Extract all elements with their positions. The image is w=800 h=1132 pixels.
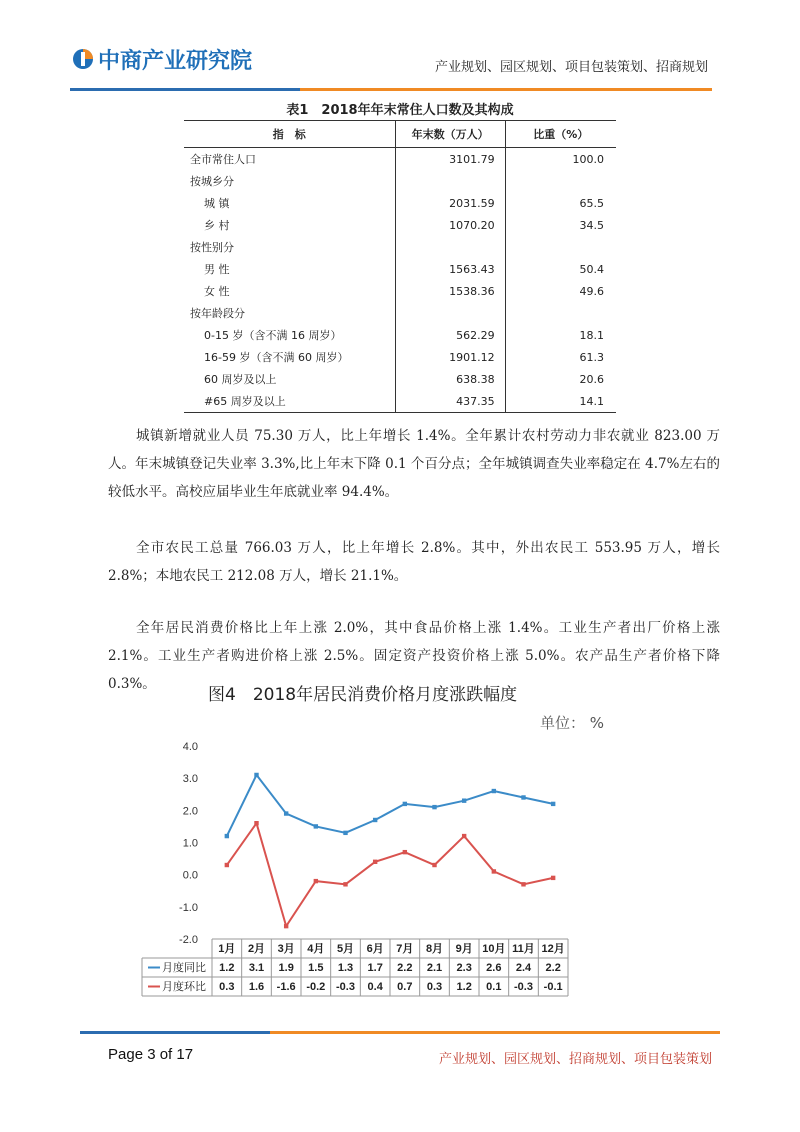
row-label: 乡 村: [204, 219, 230, 232]
table-row: [184, 368, 616, 390]
chart-unit: 单位： %: [540, 714, 605, 732]
data-label: 2.4: [515, 962, 532, 974]
data-label: -1.6: [276, 981, 296, 993]
x-category-label: 2月: [247, 943, 266, 955]
table-row: [184, 236, 616, 258]
data-point: [343, 882, 347, 886]
row-count: 2031.59: [395, 192, 505, 214]
data-label: 1.3: [337, 962, 354, 974]
cpi-line-chart: [140, 730, 580, 1000]
row-label: 女 性: [204, 285, 230, 298]
x-category-label: 1月: [218, 943, 236, 955]
data-label: 0.7: [397, 981, 413, 993]
table-row: [184, 148, 616, 171]
data-point: [314, 824, 318, 828]
row-count: 437.35: [395, 390, 505, 413]
row-count: 638.38: [395, 368, 505, 390]
table-title: 表1 2018年年末常住人口数及其构成: [286, 103, 514, 118]
row-count: [395, 170, 505, 192]
y-tick-label: -1.0: [179, 901, 198, 914]
row-share: 49.6: [505, 280, 616, 302]
data-point: [492, 789, 496, 793]
data-point: [284, 811, 288, 815]
data-point: [462, 834, 466, 838]
data-point: [314, 879, 318, 883]
data-label: 1.9: [278, 962, 294, 974]
table-row: [184, 214, 616, 236]
footer-tagline: 产业规划、园区规划、招商规划、项目包装策划: [438, 1052, 712, 1067]
table-row: [184, 192, 616, 214]
table-header-row: [184, 121, 616, 148]
data-point: [254, 773, 258, 777]
x-category-label: 9月: [455, 943, 473, 955]
row-share: 65.5: [505, 192, 616, 214]
page-number: Page 3 of 17: [108, 1046, 194, 1063]
row-share: 50.4: [505, 258, 616, 280]
footer-divider-orange: [270, 1031, 720, 1034]
header-divider-orange: [300, 88, 712, 91]
data-label: -0.1: [543, 981, 563, 993]
y-tick-label: 2.0: [182, 805, 198, 818]
data-label: 1.2: [219, 962, 235, 974]
data-label: -0.2: [306, 981, 326, 993]
data-point: [462, 798, 466, 802]
table-row: [184, 324, 616, 346]
legend-label: 月度同比: [162, 961, 206, 974]
footer-divider-blue: [80, 1031, 270, 1034]
y-tick-label: -2.0: [179, 934, 198, 946]
row-label: 按年龄段分: [190, 307, 245, 320]
row-share: 18.1: [505, 324, 616, 346]
data-label: 1.2: [456, 981, 472, 993]
data-point: [551, 802, 555, 806]
row-label: 男 性: [204, 263, 230, 276]
row-label: 按性别分: [190, 241, 234, 254]
x-category-label: 5月: [336, 943, 355, 955]
row-count: 1070.20: [395, 214, 505, 236]
data-label: 0.3: [426, 981, 443, 993]
row-label: 16-59 岁（含不满 60 周岁）: [204, 351, 349, 364]
table-row: [184, 390, 616, 413]
row-count: [395, 302, 505, 324]
row-count: 562.29: [395, 324, 505, 346]
data-label: 2.3: [456, 962, 472, 974]
data-point: [284, 924, 288, 928]
row-label: 按城乡分: [190, 175, 234, 188]
data-label: 0.4: [367, 981, 383, 993]
row-share: 20.6: [505, 368, 616, 390]
data-point: [521, 795, 525, 799]
row-share: [505, 170, 616, 192]
header-tagline: 产业规划、园区规划、项目包装策划、招商规划: [434, 60, 708, 75]
row-share: 61.3: [505, 346, 616, 368]
data-label: -0.3: [336, 981, 355, 993]
data-point: [225, 863, 229, 867]
table-row: [184, 170, 616, 192]
row-count: 1901.12: [395, 346, 505, 368]
x-category-label: 7月: [396, 943, 414, 955]
data-point: [432, 863, 436, 867]
row-share: [505, 302, 616, 324]
data-label: 2.1: [426, 962, 443, 974]
row-label: 全市常住人口: [190, 153, 256, 166]
paragraph-employment: 城镇新增就业人员 75.30 万人，比上年增长 1.4%。全年累计农村劳动力非农就业 823.00 万人。年末城镇登记失业率 3.3%,比上年末下降 0.1 个百分点；全年城镇调查失业率稳定在 4.7%左右的较低水平。高校应届毕业生年底就业率 94.4%。: [108, 428, 720, 500]
row-count: [395, 236, 505, 258]
chart-title: 图4 2018年居民消费价格月度涨跌幅度: [208, 685, 518, 705]
data-label: -0.3: [514, 981, 533, 993]
data-point: [403, 802, 407, 806]
header-divider-blue: [70, 88, 300, 91]
table-row: [184, 346, 616, 368]
row-share: 14.1: [505, 390, 616, 413]
row-label: 城 镇: [204, 197, 230, 210]
data-point: [521, 882, 525, 886]
data-point: [373, 860, 377, 864]
data-label: 1.5: [308, 962, 324, 974]
series-line-yoy: [227, 775, 553, 836]
data-label: 2.2: [397, 962, 413, 974]
x-category-label: 12月: [541, 943, 565, 955]
data-label: 1.6: [248, 981, 265, 993]
header-share: 比重（%）: [505, 121, 616, 148]
row-label: 60 周岁及以上: [204, 373, 277, 386]
header-indicator: 指 标: [184, 121, 395, 148]
data-label: 2.2: [545, 962, 561, 974]
data-point: [225, 834, 229, 838]
row-label: 0-15 岁（含不满 16 周岁）: [204, 329, 342, 342]
data-point: [254, 821, 258, 825]
y-tick-label: 4.0: [182, 741, 198, 753]
paragraph-migrant-workers: 全市农民工总量 766.03 万人，比上年增长 2.8%。其中，外出农民工 553.95 万人，增长 2.8%；本地农民工 212.08 万人，增长 21.1%。: [108, 540, 720, 584]
row-count: 1563.43: [395, 258, 505, 280]
data-label: 0.1: [486, 981, 502, 993]
y-tick-label: 0.0: [182, 869, 198, 882]
x-category-label: 10月: [482, 943, 506, 955]
legend-label: 月度环比: [162, 980, 206, 993]
table-row: [184, 258, 616, 280]
row-label: #65 周岁及以上: [184, 390, 395, 413]
population-table: [184, 120, 616, 413]
data-point: [373, 818, 377, 822]
data-label: 3.1: [248, 962, 265, 974]
header-count: 年末数（万人）: [395, 121, 505, 148]
row-count: 3101.79: [395, 148, 505, 171]
logo-text: 中商产业研究院: [98, 48, 253, 74]
x-category-label: 8月: [425, 943, 444, 955]
data-point: [403, 850, 407, 854]
paragraph-prices: 全年居民消费价格比上年上涨 2.0%，其中食品价格上涨 1.4%。工业生产者出厂价格上涨 2.1%。工业生产者购进价格上涨 2.5%。固定资产投资价格上涨 5.0%。农产品生产者价格下降 0.3%。: [108, 620, 720, 692]
row-share: [505, 236, 616, 258]
table-body: [184, 148, 616, 413]
row-count: 1538.36: [395, 280, 505, 302]
x-category-label: 6月: [366, 943, 384, 955]
data-point: [343, 831, 347, 835]
x-category-label: 11月: [512, 943, 535, 955]
data-label: 1.7: [367, 962, 383, 974]
y-tick-label: 1.0: [182, 837, 198, 850]
table-row: [184, 302, 616, 324]
row-share: 34.5: [505, 214, 616, 236]
table-row: [184, 280, 616, 302]
series-line-mom: [227, 823, 553, 926]
x-category-label: 3月: [277, 943, 295, 955]
data-label: 2.6: [486, 962, 502, 974]
x-category-label: 4月: [307, 943, 325, 955]
data-point: [432, 805, 436, 809]
logo-mark-icon: [72, 48, 94, 70]
data-label: 0.3: [219, 981, 235, 993]
y-tick-label: 3.0: [182, 773, 198, 786]
company-logo: [72, 44, 252, 74]
data-point: [551, 876, 555, 880]
row-share: 100.0: [505, 148, 616, 171]
data-point: [492, 869, 496, 873]
